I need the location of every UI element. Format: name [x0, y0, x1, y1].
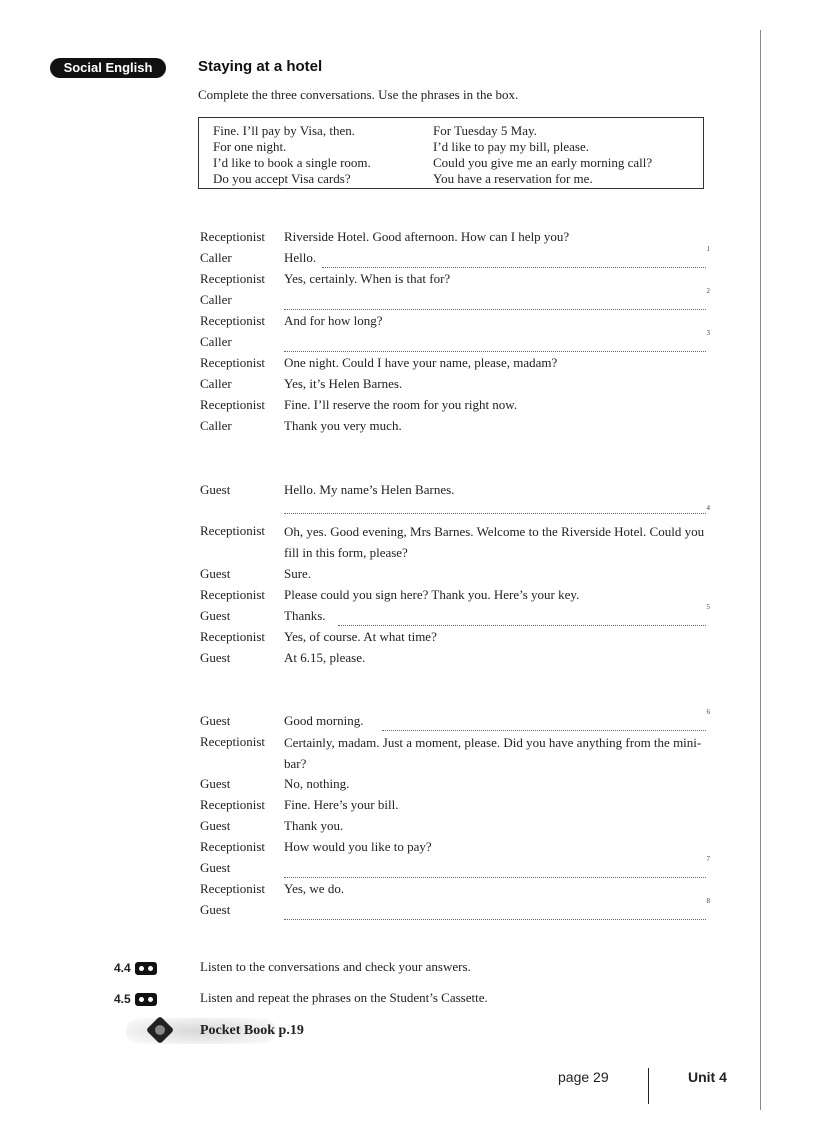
cassette-icon — [135, 962, 157, 975]
dialogue-text: Sure. — [284, 566, 312, 581]
dialogue-line — [200, 480, 710, 514]
dialogue-line — [200, 627, 706, 647]
footer-divider — [648, 1068, 649, 1104]
dialogue-line — [200, 603, 710, 626]
answer-blank[interactable] — [338, 625, 706, 626]
dialogue-text: Yes, we do. — [284, 881, 345, 896]
blank-number: 1 — [706, 245, 710, 253]
dialogue-line — [200, 708, 710, 731]
dialogue-line — [200, 816, 706, 836]
speaker-label: Caller — [200, 250, 232, 265]
speaker-label: Caller — [200, 334, 232, 349]
phrase-item: Could you give me an early morning call? — [433, 155, 653, 170]
speaker-label: Caller — [200, 292, 232, 307]
speaker-label: Guest — [200, 608, 231, 623]
dialogue-text: Oh, yes. Good evening, Mrs Barnes. Welcome to the Riverside Hotel. Could you fill in this form, please? — [284, 524, 705, 560]
speaker-label: Receptionist — [200, 629, 265, 644]
track-number: 4.4 — [114, 961, 131, 975]
dialogue-text: Thank you very much. — [284, 418, 402, 433]
speaker-label: Guest — [200, 566, 231, 581]
dialogue-text: Yes, certainly. When is that for? — [284, 271, 451, 286]
phrase-item: I’d like to pay my bill, please. — [433, 139, 589, 154]
dialogue-line — [200, 564, 706, 584]
dialogue-text: Hello. — [284, 250, 317, 265]
speaker-label: Guest — [200, 776, 231, 791]
dialogue-text: Thank you. — [284, 818, 344, 833]
speaker-label: Receptionist — [200, 313, 265, 328]
audio-instruction: Listen to the conversations and check your answers. — [200, 959, 471, 974]
blank-number: 7 — [706, 855, 710, 863]
track-number: 4.5 — [114, 992, 131, 1006]
blank-number: 4 — [706, 504, 710, 512]
dialogue-text: Fine. I’ll reserve the room for you right now. — [284, 397, 518, 412]
speaker-label: Guest — [200, 818, 231, 833]
speaker-label: Caller — [200, 376, 232, 391]
dialogue-line — [200, 521, 706, 563]
page-margin-line — [760, 30, 761, 1110]
blank-number: 5 — [706, 603, 710, 611]
phrase-item: I’d like to book a single room. — [213, 155, 371, 170]
dialogue-text: Fine. Here’s your bill. — [284, 797, 399, 812]
speaker-label: Receptionist — [200, 797, 265, 812]
dialogue-text: Certainly, madam. Just a moment, please. Did you have anything from the mini-bar? — [284, 735, 702, 771]
dialogue-line — [200, 416, 706, 436]
dialogue-line — [200, 311, 706, 331]
dialogue-line — [200, 648, 706, 668]
answer-blank[interactable] — [284, 351, 706, 352]
speaker-label: Receptionist — [200, 587, 265, 602]
speaker-label: Receptionist — [200, 229, 265, 244]
answer-blank[interactable] — [382, 730, 706, 731]
dialogue-text: Thanks. — [284, 608, 326, 623]
audio-track-4-5 — [114, 990, 157, 1008]
instructions: Complete the three conversations. Use the phrases in the box. — [198, 87, 519, 102]
dialogue-text: Please could you sign here? Thank you. Here’s your key. — [284, 587, 580, 602]
speaker-label: Guest — [200, 482, 231, 497]
dialogue-text: One night. Could I have your name, please, madam? — [284, 355, 558, 370]
phrase-item: For one night. — [213, 139, 287, 154]
audio-track-4-4 — [114, 959, 157, 977]
dialogue-text: How would you like to pay? — [284, 839, 432, 854]
speaker-label: Guest — [200, 902, 231, 917]
speaker-label: Guest — [200, 650, 231, 665]
dialogue-line — [200, 795, 706, 815]
dialogue-line — [200, 245, 710, 268]
section-badge: Social English — [50, 58, 166, 78]
dialogue-line — [200, 329, 710, 352]
dialogue-line — [200, 855, 710, 878]
speaker-label: Receptionist — [200, 839, 265, 854]
blank-number: 3 — [706, 329, 710, 337]
phrase-item: Do you accept Visa cards? — [213, 171, 351, 186]
dialogue-text: No, nothing. — [284, 776, 350, 791]
speaker-label: Guest — [200, 860, 231, 875]
dialogue-text: And for how long? — [284, 313, 383, 328]
dialogue-text: Hello. My name’s Helen Barnes. — [284, 482, 455, 497]
dialogue-line — [200, 732, 706, 774]
audio-instruction: Listen and repeat the phrases on the Student’s Cassette. — [200, 990, 488, 1005]
blank-number: 8 — [706, 897, 710, 905]
dialogue-line — [200, 837, 706, 857]
dialogue-line — [200, 774, 706, 794]
answer-blank[interactable] — [322, 267, 706, 268]
page-number: page 29 — [558, 1069, 609, 1085]
answer-blank[interactable] — [284, 309, 706, 310]
dialogue-text: At 6.15, please. — [284, 650, 366, 665]
phrase-item: You have a reservation for me. — [433, 171, 593, 186]
dialogue-line — [200, 879, 706, 899]
dialogue-line — [200, 353, 706, 373]
speaker-label: Receptionist — [200, 881, 265, 896]
dialogue-text: Good morning. — [284, 713, 364, 728]
speaker-label: Guest — [200, 713, 231, 728]
speaker-label: Receptionist — [200, 734, 265, 749]
dialogue-text: Riverside Hotel. Good afternoon. How can I help you? — [284, 229, 570, 244]
dialogue-line — [200, 374, 706, 394]
blank-number: 2 — [706, 287, 710, 295]
pocket-book-reference: Pocket Book p.19 — [200, 1023, 304, 1038]
dialogue-line — [200, 269, 706, 289]
unit-label: Unit 4 — [688, 1069, 727, 1085]
dialogue-line — [200, 897, 710, 920]
answer-blank[interactable] — [284, 513, 706, 514]
cassette-icon — [135, 993, 157, 1006]
answer-blank[interactable] — [284, 877, 706, 878]
speaker-label: Caller — [200, 418, 232, 433]
speaker-label: Receptionist — [200, 271, 265, 286]
blank-number: 6 — [706, 708, 710, 716]
dialogue-line — [200, 287, 710, 310]
speaker-label: Receptionist — [200, 355, 265, 370]
phrase-box — [198, 117, 704, 189]
dialogue-text: Yes, of course. At what time? — [284, 629, 437, 644]
page-title: Staying at a hotel — [198, 58, 323, 75]
dialogue-line — [200, 227, 706, 247]
phrase-item: Fine. I’ll pay by Visa, then. — [213, 123, 355, 138]
dialogue-line — [200, 585, 706, 605]
phrase-item: For Tuesday 5 May. — [433, 123, 537, 138]
answer-blank[interactable] — [284, 919, 706, 920]
dialogue-line — [200, 395, 706, 415]
speaker-label: Receptionist — [200, 523, 265, 538]
dialogue-text: Yes, it’s Helen Barnes. — [284, 376, 403, 391]
speaker-label: Receptionist — [200, 397, 265, 412]
